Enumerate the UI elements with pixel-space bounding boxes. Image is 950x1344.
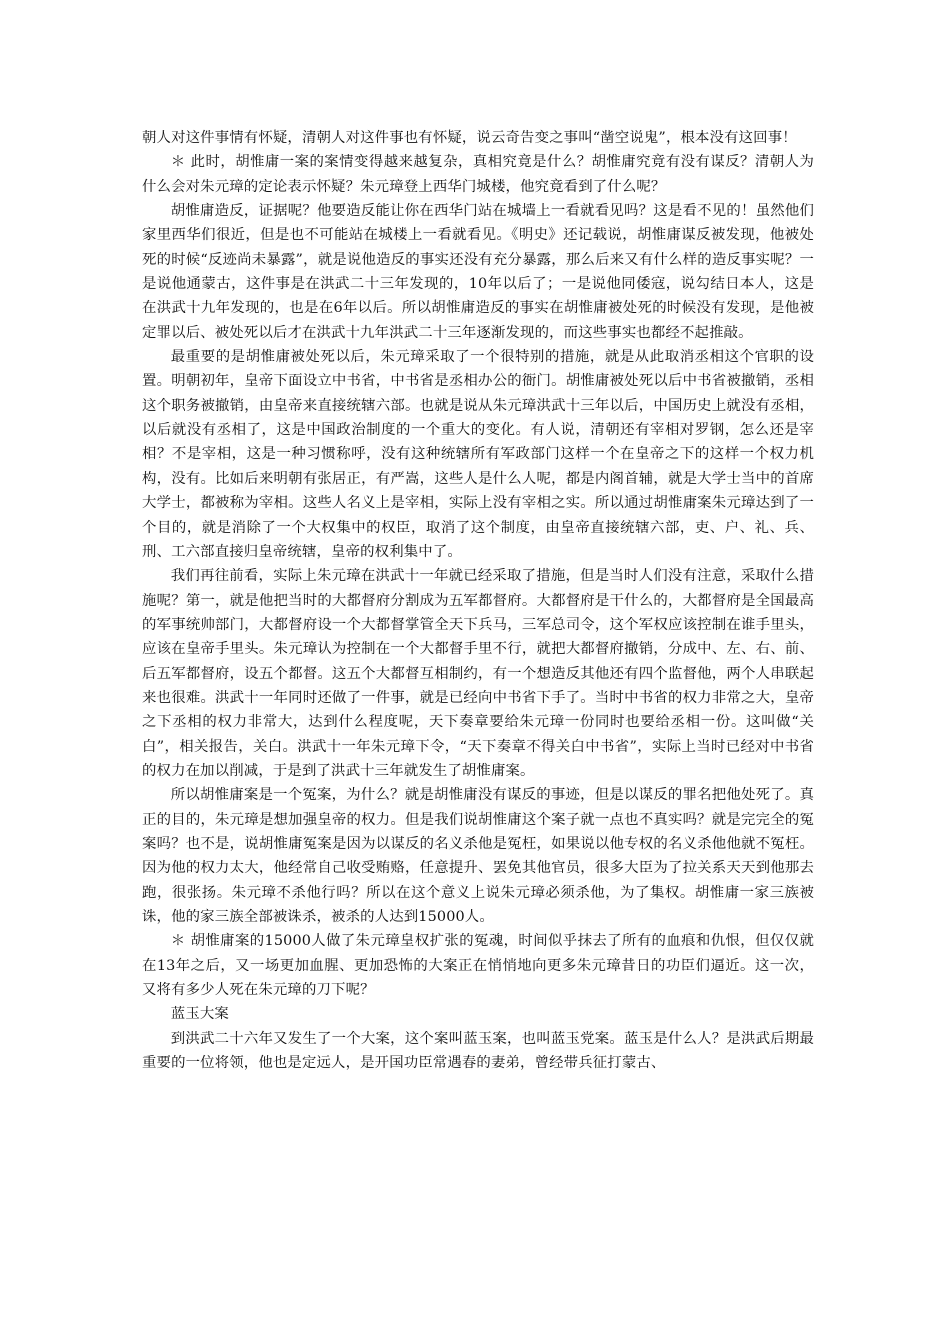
paragraph: 我们再往前看，实际上朱元璋在洪武十一年就已经采取了措施，但是当时人们没有注意，采取什么措施呢？第一，就是他把当时的大都督府分割成为五军都督府。大都督府是干什么的，大都督府是全国最高的军事统帅部门，大都督府设一个大都督掌管全天下兵马，三军总司令，这个军权应该控制在谁手里头，应该在皇帝手里头。朱元璋认为控制在一个大都督手里不行，就把大都督府撤销，分成中、左、右、前、后五军都督府，设五个都督。这五个大都督互相制约，有一个想造反其他还有四个监督他，两个人串联起来也很难。洪武十一年同时还做了一件事，就是已经向中书省下手了。当时中书省的权力非常之大，皇帝之下丞相的权力非常大，达到什么程度呢，天下奏章要给朱元璋一份同时也要给丞相一份。这叫做“关白”，相关报告，关白。洪武十一年朱元璋下令，“天下奏章不得关白中书省”，实际上当时已经对中书省的权力在加以削减，于是到了洪武十三年就发生了胡惟庸案。 xyxy=(142,568,814,779)
paragraph: 朝人对这件事情有怀疑，清朝人对这件事也有怀疑，说云奇告变之事叫“凿空说鬼”，根本没有这回事！ xyxy=(142,130,797,146)
paragraph: ＊ 此时，胡惟庸一案的案情变得越来越复杂，真相究竟是什么？胡惟庸究竟有没有谋反？清朝人为什么会对朱元璋的定论表示怀疑？朱元璋登上西华门城楼，他究竟看到了什么呢？ xyxy=(142,154,814,195)
section-heading: 蓝玉大案 xyxy=(170,1006,229,1023)
paragraph: 所以胡惟庸案是一个冤案，为什么？就是胡惟庸没有谋反的事迹，但是以谋反的罪名把他处死了。真正的目的，朱元璋是想加强皇帝的权力。但是我们说胡惟庸这个案子就一点也不真实吗？就是完完全的冤案吗？也不是，说胡惟庸冤案是因为以谋反的名义杀他是冤枉，如果说以他专权的名义杀他他就不冤枉。因为他的权力太大，他经常自己收受贿赂，任意提升、罢免其他官员，很多大臣为了拉关系天天到他那去跑，很张扬。朱元璋不杀他行吗？所以在这个意义上说朱元璋必须杀他，为了集权。胡惟庸一家三族被诛，他的家三族全部被诛杀，被杀的人达到15000人。 xyxy=(142,787,814,925)
paragraph: 胡惟庸造反，证据呢？他要造反能让你在西华门站在城墙上一看就看见吗？这是看不见的！虽然他们家里西华们很近，但是也不可能站在城楼上一看就看见。《明史》还记载说，胡惟庸谋反被发现，他被处死的时候“反迹尚未暴露”，就是说他造反的事实还没有充分暴露，那么后来又有什么样的造反事实呢？一是说他通蒙古，这件事是在洪武二十三年发现的，10年以后了；一是说他同倭寇，说勾结日本人，这是在洪武十九年发现的，也是在6年以后。所以胡惟庸造反的事实在胡惟庸被处死的时候没有发现，是他被定罪以后、被处死以后才在洪武十九年洪武二十三年逐渐发现的，而这些事实也都经不起推敲。 xyxy=(142,203,814,341)
paragraph: 最重要的是胡惟庸被处死以后，朱元璋采取了一个很特别的措施，就是从此取消丞相这个官职的设置。明朝初年，皇帝下面设立中书省，中书省是丞相办公的衙门。胡惟庸被处死以后中书省被撤销，丞相这个职务被撤销，由皇帝来直接统辖六部。也就是说从朱元璋洪武十三年以后，中国历史上就没有丞相，以后就没有丞相了，这是中国政治制度的一个重大的变化。有人说，清朝还有宰相对罗钢，怎么还是宰相？不是宰相，这是一种习惯称呼，没有这种统辖所有军政部门这样一个在皇帝之下的这样一个权力机构，没有。比如后来明朝有张居正，有严嵩，这些人是什么人呢，都是内阁首辅，就是大学士当中的首席大学士，都被称为宰相。这些人名义上是宰相，实际上没有宰相之实。所以通过胡惟庸案朱元璋达到了一个目的，就是消除了一个大权集中的权臣，取消了这个制度，由皇帝直接统辖六部，吏、户、礼、兵、刑、工六部直接归皇帝统辖，皇帝的权利集中了。 xyxy=(142,349,814,560)
document-page xyxy=(142,126,814,1075)
paragraph: ＊ 胡惟庸案的15000人做了朱元璋皇权扩张的冤魂，时间似乎抹去了所有的血痕和仇恨，但仅仅就在13年之后，又一场更加血腥、更加恐怖的大案正在悄悄地向更多朱元璋昔日的功臣们逼近。这一次，又将有多少人死在朱元璋的刀下呢？ xyxy=(142,933,814,999)
paragraph: 到洪武二十六年又发生了一个大案，这个案叫蓝玉案，也叫蓝玉党案。蓝玉是什么人？是洪武后期最重要的一位将领，他也是定远人，是开国功臣常遇春的妻弟，曾经带兵征打蒙古、 xyxy=(142,1030,814,1072)
